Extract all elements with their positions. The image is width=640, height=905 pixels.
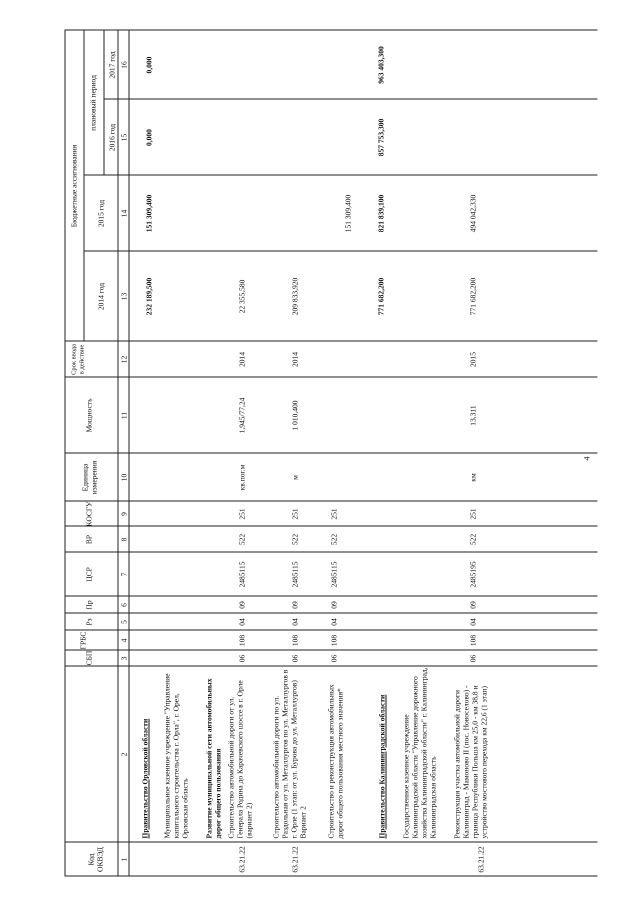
value-2016: 0,000 — [144, 129, 154, 146]
pr-value: 09 — [468, 601, 478, 609]
okved-code: 63.21.22 — [476, 846, 486, 873]
unit-value: м — [290, 475, 300, 480]
colnum: 16 — [119, 61, 129, 69]
sbp-value: 06 — [329, 654, 339, 663]
value-2014: 232 189,500 — [144, 277, 154, 316]
value-2015: 494 042,330 — [468, 194, 478, 233]
header-budget: Бюджетные ассигнования — [69, 144, 79, 228]
grbs-value: 108 — [329, 634, 339, 647]
header-csr: ЦСР — [84, 567, 94, 582]
colnum: 15 — [119, 133, 129, 142]
colnum: 3 — [119, 656, 129, 661]
colnum: 13 — [119, 292, 129, 301]
colnum: 14 — [119, 209, 129, 218]
header-rz: Рз — [84, 618, 94, 626]
header-grbs: ГРБС — [78, 631, 88, 650]
colnum: 2 — [119, 752, 129, 757]
object-name: Строительство автомобильной дороги от ул. Генерала Родина до Карачевского шоссе в г. Орле (вариант 2) — [226, 680, 254, 839]
header-unit: Единица измерения — [80, 460, 99, 495]
csr-value: 2485195 — [468, 561, 478, 588]
pr-value: 09 — [329, 601, 339, 609]
rz-value: 04 — [237, 618, 247, 626]
deadline-value: 2014 — [290, 352, 300, 367]
header-pr: Пр — [84, 600, 94, 610]
institution-kaliningrad: Государственное казенное учреждение Калининградской области "Управление дорожного хозяйства Калининградской области" г. Калининград, Калининградская область — [401, 667, 438, 839]
value-2017: 963 403,300 — [376, 46, 386, 84]
colnum: 8 — [119, 537, 129, 542]
colnum: 10 — [119, 473, 129, 482]
header-kod-okved: Код ОКВЭД — [86, 847, 105, 872]
budget-table — [65, 31, 598, 877]
deadline-value: 2015 — [468, 352, 478, 367]
rz-value: 04 — [329, 618, 339, 626]
header-planned: плановый период — [88, 75, 98, 131]
object-name: Строительство автомобильной дороги по ул. Раздольная от ул. Металлургов по ул. Металлургов в г. Орле (1 этап: от ул. Бурова до ул. Металлургов) Вариант 2 — [271, 669, 308, 839]
org-title-orel: Правительство Орловской области — [140, 718, 150, 839]
value-2017: 0,000 — [144, 56, 154, 74]
power-value: 1,945/77,24 — [237, 397, 247, 434]
value-2014: 771 682,200 — [468, 277, 478, 316]
sbp-value: 06 — [290, 654, 300, 663]
colnum: 12 — [119, 355, 129, 364]
value-2015: 821 839,100 — [376, 194, 386, 233]
header-2014: 2014 год — [96, 282, 106, 311]
colnum: 5 — [119, 620, 129, 624]
org-title-kaliningrad: Правительство Калининградской области — [377, 694, 387, 839]
vr-value: 522 — [329, 533, 339, 546]
okved-code: 63.21.22 — [237, 846, 247, 873]
object-name: Реконструкция участка автомобильной дороги Калининград - Мамоново II (пос. Новоселово) - граница Республики Польша км 25,0 - км 38,8 и устройство мостового перехода км 22,6 (1 этап) — [452, 685, 489, 839]
vr-value: 522 — [468, 533, 478, 546]
vr-value: 522 — [290, 533, 300, 546]
header-2016: 2016 год — [107, 123, 117, 152]
colnum: 7 — [119, 572, 129, 577]
program-title: Развитие муниципальной сети автомобильных дорог общего пользования — [204, 678, 223, 839]
deadline-value: 2014 — [237, 352, 247, 367]
value-2016: 857 753,300 — [376, 118, 386, 157]
pr-value: 09 — [237, 601, 247, 609]
power-value: 1 010,400 — [290, 400, 300, 431]
colnum: 1 — [119, 857, 129, 862]
colnum: 9 — [119, 512, 129, 516]
kosgu-value: 251 — [290, 508, 300, 520]
institution-orel: Муниципальное казенное учреждение "Управление капитального строительства г. Орла", г. Орел, Орловская область — [162, 673, 190, 839]
page-number: 4 — [582, 456, 592, 461]
colnum: 4 — [119, 638, 129, 643]
grbs-value: 108 — [237, 634, 247, 647]
value-2015: 151 309,400 — [144, 194, 154, 233]
kosgu-value: 251 — [329, 508, 339, 520]
colnum: 6 — [119, 603, 129, 607]
header-kosgu: КОСГУ — [84, 501, 94, 527]
object-name: Строительство и реконструкция автомобильных дорог общего пользования местного значения* — [326, 684, 345, 839]
sbp-value: 06 — [468, 654, 478, 663]
unit-value: кв.пог.м — [237, 464, 247, 491]
value-2015: 151 309,400 — [343, 194, 353, 233]
value-2014: 22 355,580 — [237, 279, 247, 314]
header-vr: ВР — [84, 534, 94, 545]
sbp-value: 06 — [237, 654, 247, 663]
colnum: 11 — [119, 411, 129, 420]
header-sbp: СБП — [84, 650, 94, 666]
okved-code: 63.21.22 — [290, 846, 300, 873]
grbs-value: 108 — [468, 634, 478, 647]
value-2014: 209 833,920 — [290, 277, 300, 316]
header-2015: 2015 год — [96, 199, 106, 228]
pr-value: 09 — [290, 601, 300, 609]
rz-value: 04 — [290, 618, 300, 626]
vr-value: 522 — [237, 533, 247, 546]
unit-value: км — [468, 473, 478, 482]
kosgu-value: 251 — [237, 508, 247, 520]
header-2017: 2017 год — [107, 51, 117, 79]
grbs-value: 108 — [290, 634, 300, 647]
csr-value: 2485115 — [329, 561, 339, 588]
csr-value: 2485115 — [237, 561, 247, 588]
power-value: 13,311 — [468, 405, 478, 426]
header-deadline: Срок ввода в действие — [70, 344, 86, 375]
kosgu-value: 251 — [468, 508, 478, 520]
value-2014: 771 682,200 — [376, 277, 386, 316]
header-power: Мощность — [84, 398, 94, 433]
rz-value: 04 — [468, 618, 478, 626]
csr-value: 2485115 — [290, 561, 300, 588]
rotated-sheet — [1, 0, 640, 905]
